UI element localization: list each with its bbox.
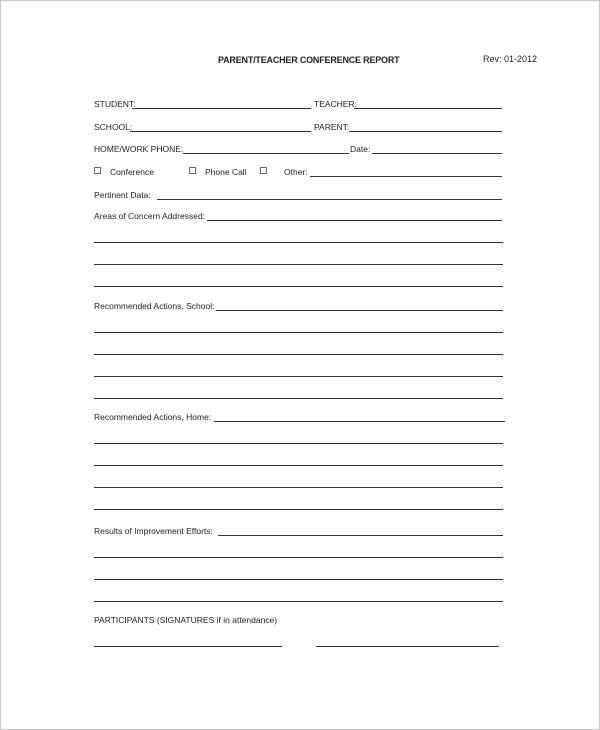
improvement-results-line[interactable] xyxy=(94,557,503,558)
areas-of-concern-line[interactable] xyxy=(94,286,503,287)
recommended-school-line[interactable] xyxy=(94,354,503,355)
participants-label: PARTICIPANTS (SIGNATURES if in attendance) xyxy=(94,615,278,625)
revision-label: Rev: 01-2012 xyxy=(483,54,538,64)
recommended-home-line[interactable] xyxy=(94,509,503,510)
phone-call-checkbox[interactable] xyxy=(189,167,196,174)
recommended-school-field[interactable] xyxy=(216,310,503,311)
teacher-field[interactable] xyxy=(354,108,502,109)
recommended-school-line[interactable] xyxy=(94,332,503,333)
parent-label: PARENT: xyxy=(314,122,350,132)
signature-line-2[interactable] xyxy=(316,646,499,647)
areas-of-concern-field[interactable] xyxy=(207,220,502,221)
recommended-school-label: Recommended Actions, School: xyxy=(94,301,215,311)
form-title: PARENT/TEACHER CONFERENCE REPORT xyxy=(218,55,400,65)
recommended-school-line[interactable] xyxy=(94,376,503,377)
recommended-home-label: Recommended Actions, Home: xyxy=(94,412,212,422)
date-label: Date: xyxy=(350,144,371,154)
areas-of-concern-line[interactable] xyxy=(94,264,503,265)
improvement-results-field[interactable] xyxy=(218,535,503,536)
school-field[interactable] xyxy=(130,131,311,132)
recommended-home-line[interactable] xyxy=(94,443,503,444)
phone-field[interactable] xyxy=(183,153,349,154)
school-label: SCHOOL: xyxy=(94,122,133,132)
phone-label: HOME/WORK PHONE: xyxy=(94,144,184,154)
conference-checkbox[interactable] xyxy=(94,167,101,174)
other-label: Other: xyxy=(284,167,308,177)
recommended-home-line[interactable] xyxy=(94,465,503,466)
pertinent-data-field[interactable] xyxy=(157,199,502,200)
pertinent-data-label: Pertinent Data: xyxy=(94,190,151,200)
improvement-results-line[interactable] xyxy=(94,601,503,602)
teacher-label: TEACHER: xyxy=(314,99,357,109)
date-field[interactable] xyxy=(372,153,502,154)
recommended-home-field[interactable] xyxy=(214,421,505,422)
other-field[interactable] xyxy=(310,176,502,177)
recommended-school-line[interactable] xyxy=(94,398,503,399)
areas-of-concern-line[interactable] xyxy=(94,242,503,243)
improvement-results-label: Results of Improvement Efforts: xyxy=(94,526,213,536)
recommended-home-line[interactable] xyxy=(94,487,503,488)
phone-call-label: Phone Call xyxy=(205,167,247,177)
conference-label: Conference xyxy=(110,167,154,177)
signature-line-1[interactable] xyxy=(94,646,282,647)
other-checkbox[interactable] xyxy=(260,167,267,174)
parent-field[interactable] xyxy=(349,131,502,132)
areas-of-concern-label: Areas of Concern Addressed: xyxy=(94,211,206,221)
student-label: STUDENT: xyxy=(94,99,136,109)
improvement-results-line[interactable] xyxy=(94,579,503,580)
student-field[interactable] xyxy=(132,108,311,109)
